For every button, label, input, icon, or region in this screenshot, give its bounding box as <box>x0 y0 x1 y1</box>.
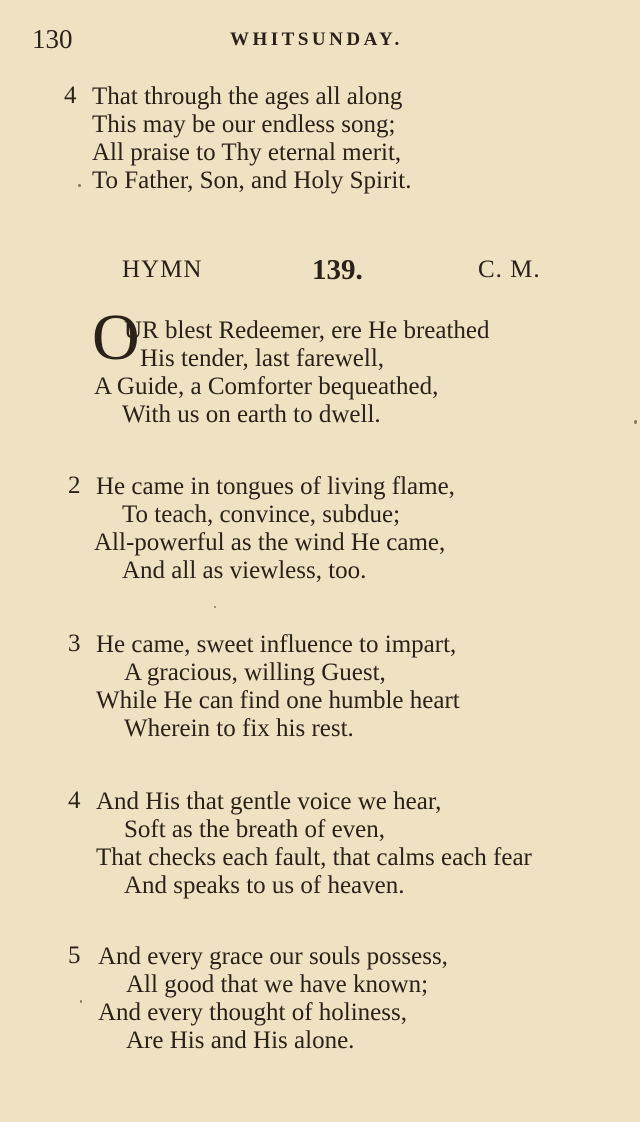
verse-line: With us on earth to dwell. <box>122 401 381 428</box>
verse-line: That through the ages all along <box>92 83 403 110</box>
verse-line: Wherein to fix his rest. <box>124 715 354 742</box>
verse-line: And His that gentle voice we hear, <box>96 788 442 815</box>
hymn-meter: C. M. <box>478 256 541 283</box>
verse-number: 4 <box>64 82 77 109</box>
verse-line: His tender, last farewell, <box>140 345 385 372</box>
verse-line: And all as viewless, too. <box>122 557 367 584</box>
verse-line: A gracious, willing Guest, <box>124 659 386 686</box>
verse-line: UR blest Redeemer, ere He breathed <box>124 317 490 344</box>
print-speck <box>78 184 81 187</box>
verse-line: All good that we have known; <box>126 971 429 998</box>
verse-line: And every grace our souls possess, <box>98 943 448 970</box>
verse-line: A Guide, a Comforter bequeathed, <box>94 373 439 400</box>
verse-line: He came, sweet influence to impart, <box>96 631 457 658</box>
verse-line: Are His and His alone. <box>126 1027 355 1054</box>
verse-number: 5 <box>68 942 81 969</box>
drop-cap: O <box>92 301 140 374</box>
print-speck <box>634 420 637 424</box>
verse-line: To teach, convince, subdue; <box>122 501 401 528</box>
hymn-number: 139. <box>312 254 363 286</box>
verse-number: 2 <box>68 472 81 499</box>
verse-line: He came in tongues of living flame, <box>96 473 455 500</box>
verse-line: To Father, Son, and Holy Spirit. <box>92 167 412 194</box>
verse-line: All praise to Thy eternal merit, <box>92 139 402 166</box>
verse-number: 4 <box>68 787 81 814</box>
hymn-label: HYMN <box>122 256 203 283</box>
verse-line: This may be our endless song; <box>92 111 396 138</box>
verse-number: 3 <box>68 630 81 657</box>
verse-line: And speaks to us of heaven. <box>124 872 405 899</box>
verse-line: Soft as the breath of even, <box>124 816 386 843</box>
verse-line: And every thought of holiness, <box>98 999 407 1026</box>
verse-line: While He can find one humble heart <box>96 687 460 714</box>
verse-line: All-powerful as the wind He came, <box>94 529 446 556</box>
running-title: WHITSUNDAY. <box>230 29 403 50</box>
print-speck <box>80 1000 82 1003</box>
verse-line: That checks each fault, that calms each fear <box>96 844 532 871</box>
print-speck <box>214 606 216 608</box>
page-number: 130 <box>32 24 73 54</box>
